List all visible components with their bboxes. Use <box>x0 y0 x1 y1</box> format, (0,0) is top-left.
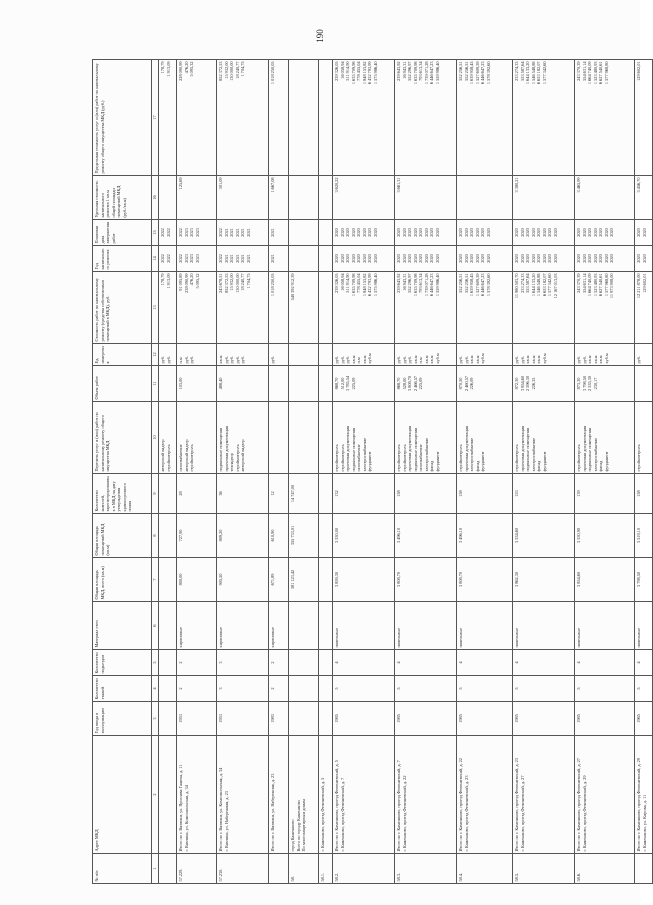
table-cell-col-17: 239 643,92 16 943,31 552 296,97 1 635 709,98 793 613,34 1 739 071,28 6 446 647,23 1 559 986,40 <box>395 60 457 176</box>
table-cell-col-8: 3 530,90 <box>575 514 635 558</box>
table-cell-col-13: 239 326,05 16 058,94 511 914,90 1 635 709,98 778 455,04 1 848 153,82 6 432 793,99 1 575 986,40 <box>333 272 395 344</box>
table-cell-col-13: 12 211 878,00 129 602,01 <box>635 272 653 344</box>
table-cell-col-11: 870,50 2 460,57 226,09 <box>457 366 513 402</box>
table-cell-col-1: 58.5. <box>513 854 575 884</box>
table-cell-col-6: панельные <box>635 602 653 650</box>
table-cell-col-13: 552 256,51 552 256,51 1 639 958,45 1 527 609,59 6 446 647,23 1 578 392,60 <box>457 272 513 344</box>
table-cell-col-7: 3 798,50 <box>635 558 653 602</box>
table-cell-col-13: 243 370,39 554 631,14 1 664 740,09 1 523 480,93 6 627 540,61 1 577 968,80 11 973 908,00 <box>575 272 635 344</box>
table-cell-col-4 <box>159 676 177 702</box>
table-cell-col-12: руб. руб. руб. кв.м п.м кв.м куб.м <box>333 344 395 366</box>
column-number-row <box>152 60 159 884</box>
table-cell-col-5 <box>289 650 319 676</box>
table-cell-col-7: 671,89 <box>269 558 289 602</box>
table-cell-col-14 <box>319 246 333 272</box>
table-cell-col-11: 103,00 <box>177 366 217 402</box>
table-cell-col-10: стройконтроль проектная документация подвальные помещения электроснабжение фасад фундамент <box>513 402 575 474</box>
table-cell-col-14: 2020 2020 2020 2020 2020 2020 2020 2020 <box>395 246 457 272</box>
table-cell-col-10: авторский надзор стройконтроль <box>159 402 177 474</box>
column-number-15: 15 <box>152 220 159 246</box>
table-cell-col-15: 2022 2022 <box>159 220 177 246</box>
table-cell-col-17: 552 256,51 552 256,51 1 639 958,45 1 527 609,59 6 446 647,23 1 578 392,60 <box>457 60 513 176</box>
table-cell-col-3: 1985 <box>575 702 635 736</box>
table-cell-col-3: 1965 <box>635 702 653 736</box>
table-cell-col-6: панельные <box>395 602 457 650</box>
table-cell-col-1: 57.229. <box>177 854 217 884</box>
table-cell-col-2: г. Камешково, проезд Фенешевский, д. 5 <box>319 736 333 854</box>
table-cell-col-7: 3 854,60 <box>575 558 635 602</box>
table-cell-col-12 <box>289 344 319 366</box>
table-cell-col-5: 2 <box>269 650 289 676</box>
page-number-text: 190 <box>315 29 325 43</box>
table-cell-col-11: 488,40 <box>217 366 269 402</box>
table-cell-col-11 <box>159 366 177 402</box>
column-number-12: 12 <box>152 344 159 366</box>
column-header-8: Общая площадь помещений МКД (кв.м) <box>93 514 152 558</box>
table-cell-col-3: 1985 <box>333 702 395 736</box>
table-cell-col-7 <box>319 558 333 602</box>
table-cell-col-17: 239 326,05 16 058,94 511 914,90 1 635 709,98 778 455,04 1 848 153,82 6 432 793,99 1 575 986,40 <box>333 60 395 176</box>
table-cell-col-2: Итого по г. Вязники, ул. Набережная, д. 23 <box>269 736 289 854</box>
table-cell-col-5: 4 <box>457 650 513 676</box>
table-cell-col-15: 2020 2020 2020 2020 2020 2020 2020 <box>575 220 635 246</box>
table-cell-col-16 <box>289 176 319 220</box>
table-cell-col-2: Итого по г. Камешково, проезд Фенешевский, д. 29 г. Камешково, ул. Кирова, д. 11 <box>635 736 653 854</box>
table-cell-col-16 <box>319 176 333 220</box>
table-cell-col-8: 727,90 <box>177 514 217 558</box>
table-cell-col-2: Итого по г. Камешково, проезд Фенешевский, д. 5 г. Камешково, проезд Фенешевский, д. 7 <box>333 736 395 854</box>
table-cell-col-13: 540 392 912,39 <box>289 272 319 344</box>
table-cell-col-3: 1953 <box>217 702 269 736</box>
table-cell-col-9: 14 747,00 <box>289 474 319 514</box>
table-cell-col-8: 3 496,10 <box>395 514 457 558</box>
table-cell-col-7 <box>159 558 177 602</box>
table-cell-col-12: п.м руб. руб. <box>177 344 217 366</box>
table-cell-col-15: 2022 2023 2023 2023 <box>177 220 217 246</box>
table-cell-col-12: руб. руб. кв.м кв.м кв.м куб.м <box>513 344 575 366</box>
table-cell-col-2 <box>159 736 177 854</box>
table-row <box>269 60 289 884</box>
table-cell-col-12: руб. <box>635 344 653 366</box>
table-cell-col-10: стройконтроль проектная документация подвальные помещения электроснабжение фасад фундамент <box>575 402 635 474</box>
table-cell-col-14: 2022 2021 2021 2021 2021 2021 <box>217 246 269 272</box>
table-cell-col-15: 2020 2020 2020 2020 2020 2020 2020 2020 <box>333 220 395 246</box>
table-cell-col-4: 2 <box>269 676 289 702</box>
column-number-16: 16 <box>152 176 159 220</box>
table-cell-col-13: 243 678,51 852 372,53 15 932,00 130 000,00 18 240,77 1 704,75 <box>217 272 269 344</box>
table-cell-col-16: 3 380,21 <box>513 176 575 220</box>
table-cell-col-15: 2020 2020 2020 2020 2020 2020 <box>457 220 513 246</box>
column-header-16: Удельная стоимость капитального ремонта 1 кв.м общей площади помещений МКД (руб./кв.м) <box>93 176 152 220</box>
table-cell-col-9: 158 <box>457 474 513 514</box>
table-cell-col-16: 301,09 <box>217 176 269 220</box>
table-cell-col-6: панельные <box>333 602 395 650</box>
repair-plan-table <box>92 59 653 884</box>
table-cell-col-1: 58.1. <box>319 854 333 884</box>
table-cell-col-5: 3 <box>217 650 269 676</box>
column-header-17: Предельная стоимость услуг и (или) работ по капитальному ремонту общего имущества МКД (руб.) <box>93 60 152 176</box>
table-cell-col-5: 4 <box>395 650 457 676</box>
table-cell-col-6: кирпичные <box>269 602 289 650</box>
table-cell-col-14: 2020 2020 2020 2020 2020 2020 <box>457 246 513 272</box>
table-cell-col-15 <box>289 220 319 246</box>
table-cell-col-12: руб. руб. кв.м кв.м кв.м куб.м <box>575 344 635 366</box>
table-cell-col-7: 3 859,30 <box>333 558 395 602</box>
table-cell-col-7: 3 808,70 <box>395 558 457 602</box>
table-cell-col-2: Итого по г. Камешково, проезд Фенешевский, д. 27 г. Камешково, проезд Фенешевский, д. 29 <box>575 736 635 854</box>
table-cell-col-8 <box>159 514 177 558</box>
table-cell-col-12: руб. руб. кв.м кв.м куб.м <box>457 344 513 366</box>
table-cell-col-15: 2020 2020 2020 2020 2020 2020 2020 2020 <box>395 220 457 246</box>
table-cell-col-4: 5 <box>395 676 457 702</box>
table-cell-col-11 <box>289 366 319 402</box>
table-cell-col-11: 873,30 3 798,50 2 535,30 230,17 <box>575 366 635 402</box>
table-cell-col-17: 852 372,53 15 932,00 130 000,00 18 240,77 1 704,75 <box>217 60 269 176</box>
table-cell-col-2: Итого по г. Вязники, ул. Ярослава Гашека, д. 11 г. Вязники, ул. Комсомольская, д. 34 <box>177 736 217 854</box>
table-cell-col-17: 228 090,99 476,20 5 095,32 <box>177 60 217 176</box>
table-cell-col-1: 58.6. <box>575 854 635 884</box>
table-cell-col-9: 158 <box>635 474 653 514</box>
table-cell-col-1: 58.2. <box>333 854 395 884</box>
table-cell-col-4: 5 <box>635 676 653 702</box>
table-cell-col-7: 905,50 <box>217 558 269 602</box>
table-cell-col-14: 2022 2022 <box>159 246 177 272</box>
table-cell-col-16: 1 667,08 <box>269 176 289 220</box>
table-cell-col-5 <box>159 650 177 676</box>
table-cell-col-4: 5 <box>333 676 395 702</box>
table-cell-col-17: 1 018 250,05 <box>269 60 289 176</box>
table-cell-col-10 <box>319 402 333 474</box>
table-row <box>319 60 333 884</box>
table-cell-col-4: 5 <box>457 676 513 702</box>
column-header-9: Количество жителей, зарегистрированных в МКД на дату утверждения краткосрочного плана <box>93 474 152 514</box>
table-cell-col-10 <box>289 402 319 474</box>
table-row <box>513 60 575 884</box>
column-header-3: Год ввода в эксплуатацию <box>93 702 152 736</box>
table-cell-col-15 <box>319 220 333 246</box>
column-number-3: 3 <box>152 702 159 736</box>
table-cell-col-10: подвальные помещения проектная документация технадзор стройконтроль авторский надзор <box>217 402 269 474</box>
table-cell-col-17: 178,79 1 913,09 <box>159 60 177 176</box>
column-number-5: 5 <box>152 650 159 676</box>
table-row <box>635 60 653 884</box>
table-cell-col-8: 3 496,10 <box>457 514 513 558</box>
table-row <box>333 60 395 884</box>
table-cell-col-6: кирпичные <box>217 602 269 650</box>
table-cell-col-9: 158 <box>395 474 457 514</box>
column-number-9: 9 <box>152 474 159 514</box>
table-cell-col-16: 125,69 <box>177 176 217 220</box>
table-cell-col-7: 800,00 <box>177 558 217 602</box>
page-number <box>305 16 335 56</box>
column-number-6: 6 <box>152 602 159 650</box>
table-cell-col-9 <box>159 474 177 514</box>
table-cell-col-9: 28 <box>177 474 217 514</box>
table-cell-col-14: 2021 <box>269 246 289 272</box>
table-cell-col-9: 132 <box>333 474 395 514</box>
table-cell-col-3 <box>319 702 333 736</box>
table-cell-col-16: 3 620,22 <box>333 176 395 220</box>
table-cell-col-6 <box>159 602 177 650</box>
column-number-10: 10 <box>152 402 159 474</box>
table-cell-col-14: 2020 2020 <box>635 246 653 272</box>
column-number-11: 11 <box>152 366 159 402</box>
table-cell-col-13: 239 643,92 16 943,31 552 296,97 1 635 709,98 793 613,34 1 739 071,28 6 446 647,23 1 559 986,40 <box>395 272 457 344</box>
column-header-4: Количество этажей <box>93 676 152 702</box>
table-cell-col-16: 3 661,31 <box>395 176 457 220</box>
table-cell-col-4 <box>289 676 319 702</box>
table-cell-col-15: 2020 2020 2020 2020 2020 2020 2020 2020 <box>513 220 575 246</box>
table-cell-col-9 <box>319 474 333 514</box>
table-cell-col-7: 381 123,42 <box>289 558 319 602</box>
table-cell-col-2: Итого по г. Вязники, ул. Комсомольская, д. 34 г. Вязники, ул. Набережная, д. 23 <box>217 736 269 854</box>
table-cell-col-11 <box>269 366 289 402</box>
table-row <box>457 60 513 884</box>
table-cell-col-1: 58. <box>289 854 319 884</box>
table-cell-col-2: город Камешково Всего по городу Камешково По многоквартирным домам <box>289 736 319 854</box>
table-cell-col-1: 57.230. <box>217 854 269 884</box>
table-cell-col-12: руб. руб. <box>159 344 177 366</box>
table-row <box>289 60 319 884</box>
table-cell-col-5 <box>319 650 333 676</box>
table-cell-col-8: 3 530,00 <box>333 514 395 558</box>
column-header-10: Перечень услуг и (или) работ по капитальному ремонту общего имущества МКД <box>93 402 152 474</box>
table-row <box>177 60 217 884</box>
table-cell-col-15: 2022 2021 2021 2021 2021 2021 <box>217 220 269 246</box>
table-cell-col-5: 4 <box>513 650 575 676</box>
table-cell-col-2: Итого по г. Камешково, проезд Фенешевский, д. 23 г. Камешково, проезд Фенешевский, д. 27 <box>513 736 575 854</box>
table-cell-col-12: кв.м руб. руб. руб. руб. <box>217 344 269 366</box>
table-cell-col-1: 58.4. <box>457 854 513 884</box>
column-number-17: 17 <box>152 60 159 176</box>
column-header-13: Стоимость работ по капитальному ремонту (средства собственников помещений в МКД), руб. <box>93 272 152 344</box>
table-cell-col-5: 4 <box>575 650 635 676</box>
table-cell-col-10: стройконтроль <box>635 402 653 474</box>
table-cell-col-8: 3 519,10 <box>635 514 653 558</box>
table-cell-col-16 <box>457 176 513 220</box>
table-cell-col-12: руб. <box>269 344 289 366</box>
column-number-1: 1 <box>152 854 159 884</box>
rotated-table-wrapper <box>92 60 647 884</box>
table-cell-col-10: стройконтроль стройконтроль проектная документация подвальные помещения газоснабжение электроснабжение фасад фундамент <box>395 402 457 474</box>
table-cell-col-1 <box>635 854 653 884</box>
table-cell-col-5: 4 <box>635 650 653 676</box>
table-cell-col-13: 11 980 503,70 233 274,33 553 587,64 1 644 133,20 1 546 548,88 6 653 182,07 1 577 342,60 12 167 013,03 <box>513 272 575 344</box>
header-row <box>93 60 152 884</box>
table-cell-col-15: 2020 2020 <box>635 220 653 246</box>
table-row <box>159 60 177 884</box>
column-header-1: № п/п <box>93 854 152 884</box>
table-cell-col-5: 2 <box>177 650 217 676</box>
column-number-7: 7 <box>152 558 159 602</box>
column-header-5: Количество подъездов <box>93 650 152 676</box>
table-cell-col-2: Итого по г. Камешково, проезд Фенешевский, д. 22 г. Камешково, проезд Фенешевский, д. 23 <box>457 736 513 854</box>
table-cell-col-9: 36 <box>217 474 269 514</box>
table-cell-col-17: 129 602,01 <box>635 60 653 176</box>
table-cell-col-16 <box>159 176 177 220</box>
column-header-11: Объем работ <box>93 366 152 402</box>
table-cell-col-6: панельные <box>513 602 575 650</box>
table-cell-col-11: 872,30 3 854,60 2 596,30 226,35 <box>513 366 575 402</box>
table-cell-col-14: 2020 2020 2020 2020 2020 2020 2020 <box>575 246 635 272</box>
table-cell-col-3: 1985 <box>513 702 575 736</box>
table-cell-col-17: 243 370,39 554 631,14 1 664 740,09 1 523 480,93 6 627 540,61 1 577 968,80 <box>575 60 635 176</box>
column-number-4: 4 <box>152 676 159 702</box>
table-cell-col-6 <box>319 602 333 650</box>
table-cell-col-8: 809,20 <box>217 514 269 558</box>
column-header-15: Плановая дата завершения работ <box>93 220 152 246</box>
table-cell-col-10: стройконтроль стройконтроль проектная документация подвальные помещения газоснабжение электроснабжение фундамент <box>333 402 395 474</box>
table-cell-col-10 <box>269 402 289 474</box>
table-cell-col-4 <box>319 676 333 702</box>
column-header-14: Год капитального ремонта <box>93 246 152 272</box>
table-row <box>217 60 269 884</box>
table-cell-col-3: 1985 <box>395 702 457 736</box>
table-cell-col-6: панельные <box>457 602 513 650</box>
table-cell-col-11 <box>635 366 653 402</box>
column-header-2: Адрес МКД <box>93 736 152 854</box>
table-cell-col-3: 1953 <box>177 702 217 736</box>
table-cell-col-3 <box>159 702 177 736</box>
table-cell-col-8: 355 733,01 <box>289 514 319 558</box>
table-cell-col-8 <box>319 514 333 558</box>
table-cell-col-1: 58.3. <box>395 854 457 884</box>
table-cell-col-9: 153 <box>513 474 575 514</box>
table-cell-col-10: стройконтроль проектная документация электроснабжение фасад фундамент <box>457 402 513 474</box>
table-cell-col-17 <box>289 60 319 176</box>
column-header-7: Общая площадь МКД, всего (кв.м) <box>93 558 152 602</box>
table-cell-col-1 <box>159 854 177 884</box>
table-cell-col-12: руб. руб. руб. кв.м п.м кв.м кв.м куб.м <box>395 344 457 366</box>
table-cell-col-9: 12 <box>269 474 289 514</box>
column-header-6: Материал стен <box>93 602 152 650</box>
table-cell-col-11: 868,70 528,00 3 808,70 2 466,57 225,09 <box>395 366 457 402</box>
table-cell-col-16: 3 465,99 <box>575 176 635 220</box>
column-number-2: 2 <box>152 736 159 854</box>
table-cell-col-4: 5 <box>575 676 635 702</box>
table-cell-col-8: 3 534,60 <box>513 514 575 558</box>
table-cell-col-15: 2021 <box>269 220 289 246</box>
column-number-8: 8 <box>152 514 159 558</box>
table-cell-col-14 <box>289 246 319 272</box>
table-cell-col-16: 3 456,70 <box>635 176 653 220</box>
table-cell-col-6: кирпичные <box>177 602 217 650</box>
table-cell-col-7: 3 862,30 <box>513 558 575 602</box>
table-cell-col-1 <box>269 854 289 884</box>
table-cell-col-6: панельные <box>575 602 635 650</box>
table-cell-col-2: Итого по г. Камешково, проезд Фенешевский, д. 7 г. Камешково, проезд Фенешевский, д. 22 <box>395 736 457 854</box>
table-cell-col-4: 3 <box>217 676 269 702</box>
table-cell-col-13: 91 095,89 238 090,99 476,20 5 095,32 <box>177 272 217 344</box>
table-cell-col-13: 1 018 250,05 <box>269 272 289 344</box>
table-cell-col-14: 2020 2020 2020 2020 2020 2020 2020 2020 <box>333 246 395 272</box>
table-cell-col-7: 3 808,70 <box>457 558 513 602</box>
column-number-14: 14 <box>152 246 159 272</box>
table-cell-col-13 <box>319 272 333 344</box>
table-cell-col-6 <box>289 602 319 650</box>
table-cell-col-8: 610,90 <box>269 514 289 558</box>
table-row <box>575 60 635 884</box>
table-cell-col-9: 139 <box>575 474 635 514</box>
table-cell-col-11 <box>319 366 333 402</box>
table-cell-col-3: 1985 <box>457 702 513 736</box>
column-number-13: 13 <box>152 272 159 344</box>
table-row <box>395 60 457 884</box>
table-cell-col-14: 2020 2020 2020 2020 2020 2020 2020 2020 <box>513 246 575 272</box>
table-cell-col-4: 2 <box>177 676 217 702</box>
table-cell-col-10: газоснабжение авторский надзор стройконтроль <box>177 402 217 474</box>
table-cell-col-11: 868,70 512,00 3 785,54 225,09 <box>333 366 395 402</box>
table-body <box>159 60 653 884</box>
table-cell-col-3 <box>289 702 319 736</box>
table-cell-col-17: 233 274,33 553 587,64 1 644 133,20 1 546 548,88 6 653 182,07 1 577 342,60 <box>513 60 575 176</box>
table-cell-col-14: 2022 2023 2023 2023 <box>177 246 217 272</box>
table-cell-col-13: 178,79 1 913,09 <box>159 272 177 344</box>
table-cell-col-4: 5 <box>513 676 575 702</box>
table-cell-col-12 <box>319 344 333 366</box>
table-cell-col-5: 4 <box>333 650 395 676</box>
column-header-12: Ед. измерения <box>93 344 152 366</box>
table-cell-col-3: 1983 <box>269 702 289 736</box>
table-cell-col-17 <box>319 60 333 176</box>
